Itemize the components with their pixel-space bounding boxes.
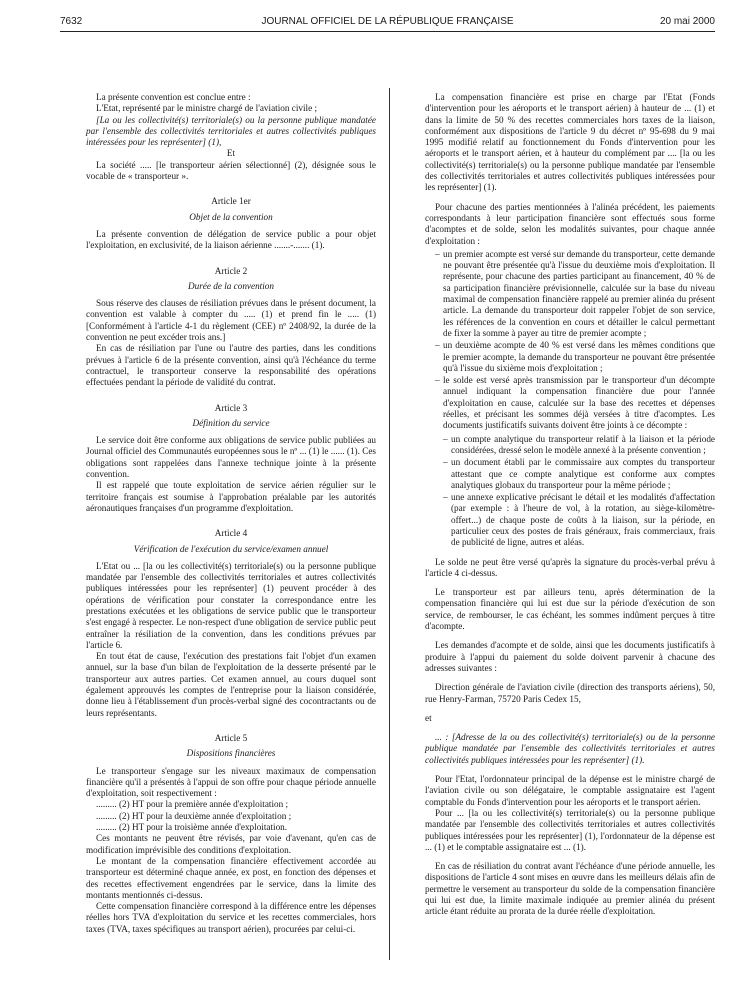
paragraph: Pour l'Etat, l'ordonnateur principal de la dépense est le ministre chargé de l'aviation civile ou son délégataire, le comptable assignataire est l'agent comptable du Fonds d'intervention pour les aéroports et le transport aérien. xyxy=(425,774,715,807)
paragraph: La présente convention de délégation de service public a pour objet l'exploitation, en exclusivité, de la liaison aérienne .......-....... (1). xyxy=(86,228,376,251)
paragraph: Le solde ne peut être versé qu'après la signature du procès-verbal prévu à l'article 4 ci-dessus. xyxy=(425,556,715,578)
article-title: Vérification de l'exécution du service/examen annuel xyxy=(133,543,329,554)
article-heading: Article 1er xyxy=(211,196,251,207)
header-rule xyxy=(60,31,715,32)
paragraph: Pour ... [la ou les collectivité(s) territoriale(s) ou la personne publique mandatée par l'ensemble des collectivités territoriales et autres collectivités publiques intéressées pour les représenter] (1), l'ordonnateur de la dépense est ... (1) et le comptable assignataire est ... (1). xyxy=(425,807,715,852)
article-heading: Article 4 xyxy=(214,528,248,539)
intro-line: [La ou les collectivité(s) territoriale(s) ou la personne publique mandatée par l'ensemble des collectivités territoriales et autres collectivités publiques intéressées pour les représenter] (1), xyxy=(86,114,376,148)
paragraph: et xyxy=(425,712,432,723)
address: Direction générale de l'aviation civile (direction des transports aériens), 50, rue Henry-Farman, 75720 Paris Cedex 15, xyxy=(425,682,715,704)
article-heading: Article 5 xyxy=(214,732,248,743)
intro-line: La société ..... [le transporteur aérien sélectionné] (2), désignée sous le vocable de « transporteur ». xyxy=(86,159,376,182)
list-item xyxy=(435,375,715,548)
paragraph: L'Etat ou ... [la ou les collectivité(s) territoriale(s) ou la personne publique mandatée par l'ensemble des collectivités territoriales et autres collectivités publiques intéressées pour les représenter] (1) peuvent procéder à des opérations de vérification pour constater la correspondance entre les prestations exécutées et les obligations de service public que le transporteur s'est engagé à respecter. Le non-respect d'une obligation de service public peut entraîner la résiliation de la convention, dans les conditions prévues par l'article 6. xyxy=(86,560,376,650)
payment-list xyxy=(425,249,715,549)
paragraph: En cas de résiliation par l'une ou l'autre des parties, dans les conditions prévues à l'article 6 de la présente convention, ainsi qu'à l'échéance du terme contractuel, le transporteur conserve la responsabilité des opérations effectuées pendant la période de validité du contrat. xyxy=(86,343,376,388)
intro-line: Et xyxy=(226,148,236,159)
intro-line: La présente convention est conclue entre : xyxy=(96,92,251,102)
paragraph: En tout état de cause, l'exécution des prestations fait l'objet d'un examen annuel, sur la base d'un bilan de l'exploitation de la desserte présenté par le transporteur aux autres parties. Cet examen annuel, au cours duquel sont également approuvés les comptes de l'entreprise pour la liaison considérée, donne lieu à l'établissement d'un procès-verbal signé des cocontractants ou de leurs représentants. xyxy=(86,651,376,718)
paragraph: Le montant de la compensation financière effectivement accordée au transporteur est déterminé chaque année, ex post, en fonction des dépenses et des recettes effectivement engendrées par le service, dans la limite des montants mentionnés ci-dessus. xyxy=(86,855,376,900)
paragraph: En cas de résiliation du contrat avant l'échéance d'une période annuelle, les dispositions de l'article 4 sont mises en œuvre dans les meilleurs délais afin de permettre le versement au transporteur du solde de la compensation financière qui lui est due, la limite maximale indiquée au premier alinéa du présent article étant réduite au prorata de la durée réelle d'exploitation. xyxy=(425,861,715,917)
document-list xyxy=(443,434,715,549)
page-header xyxy=(60,16,715,30)
paragraph: Ces montants ne peuvent être révisés, par voie d'avenant, qu'en cas de modification imprévisible des conditions d'exploitation. xyxy=(86,833,376,855)
paragraph: Sous réserve des clauses de résiliation prévues dans le présent document, la convention est valable à compter du ..... (1) et prend fin le ..... (1) [Conformément à l'article 4-1 du règlement (CEE) nº 2408/92, la durée de la convention ne peut excéder trois ans.] xyxy=(86,298,376,343)
list-item: – un deuxième acompte de 40 % est versé dans les mêmes conditions que le premier acompte, la demande du transporteur ne pouvant être présentée qu'à l'issue du sixième mois d'exploitation ; xyxy=(435,340,715,374)
left-column xyxy=(86,92,376,935)
paragraph: La compensation financière est prise en charge par l'Etat (Fonds d'intervention pour les aéroports et le transport aérien) à hauteur de ... (1) et dans la limite de 50 % des recettes commerciales hors taxes de la liaison, conformément aux dispositions de l'article 9 du décret nº 95-698 du 9 mai 1995 modifié relatif au fonctionnement du Fonds d'intervention pour les aéroports et le transport aérien, et à hauteur du complément par .... [la ou les collectivité(s) territoriale(s) ou la personne publique mandatée par l'ensemble des collectivités territoriales et autres collectivités publiques intéressées pour les représenter] (1). xyxy=(425,92,715,193)
amount-line: ......... (2) HT pour la première année d'exploitation ; xyxy=(96,799,289,810)
right-column xyxy=(425,92,715,918)
article-title: Objet de la convention xyxy=(189,211,273,222)
page-number: 7632 xyxy=(60,16,83,27)
issue-date: 20 mai 2000 xyxy=(659,16,715,27)
article-heading: Article 3 xyxy=(214,402,248,413)
journal-title: JOURNAL OFFICIEL DE LA RÉPUBLIQUE FRANÇAISE xyxy=(261,16,514,27)
address: ... : [Adresse de la ou des collectivité(s) territoriale(s) ou de la personne publique mandatée par l'ensemble des collectivités territoriales et autres collectivités publiques intéressées pour les représenter] (1). xyxy=(425,732,715,765)
amount-line: ......... (2) HT pour la troisième année d'exploitation. xyxy=(96,822,288,833)
paragraph: Le service doit être conforme aux obligations de service public publiées au Journal officiel des Communautés européennes sous le nº ... (1) le ...... (1). Ces obligations sont rappelées dans l'annexe technique jointe à la présente convention. xyxy=(86,435,376,480)
list-item-text: le solde est versé après transmission par le transporteur d'un décompte annuel indiquant la compensation financière due pour l'année d'exploitation en cause, calculée sur la base des recettes et dépenses réelles, et précisant les sommes déjà versées à titre d'acomptes. Les documents justificatifs suivants doivent être joints à ce décompte : xyxy=(443,375,715,431)
article-title: Définition du service xyxy=(192,417,270,428)
article-title: Durée de la convention xyxy=(188,280,274,291)
paragraph: Pour chacune des parties mentionnées à l'alinéa précédent, les paiements correspondants à leur participation financière sont effectués sous forme d'acomptes et de solde, selon les modalités suivantes, pour chaque année d'exploitation : xyxy=(425,201,715,246)
list-item: – un premier acompte est versé sur demande du transporteur, cette demande ne pouvant être présentée qu'à l'issue du deuxième mois d'exploitation. Il représente, pour chacune des parties participant au financement, 40 % de sa participation financière prévisionnelle, calculée sur la base du niveau maximal de compensation financière rappelé au premier alinéa du présent article. La demande du transporteur doit rappeler l'objet de son service, les références de la convention en cours et détailler le calcul permettant de fixer la somme à payer au titre de premier acompte ; xyxy=(435,249,715,339)
intro-line: L'Etat, représenté par le ministre chargé de l'aviation civile ; xyxy=(96,103,317,114)
paragraph: Cette compensation financière correspond à la différence entre les dépenses réelles hors TVA d'exploitation du service et les recettes commerciales, hors taxes (TVA, taxes spécifiques au transport aérien), procurées par celui-ci. xyxy=(86,901,376,934)
sub-list-item: – un document établi par le commissaire aux comptes du transporteur attestant que ce compte analytique est conforme aux comptes analytiques globaux du transporteur pour la même période ; xyxy=(443,457,715,491)
article-heading: Article 2 xyxy=(214,265,248,276)
sub-list-item: – un compte analytique du transporteur relatif à la liaison et la période considérées, dressé selon le modèle annexé à la présente convention ; xyxy=(443,434,715,457)
paragraph: Les demandes d'acompte et de solde, ainsi que les documents justificatifs à produire à l'appui du paiement du solde doivent parvenir à chacune des adresses suivantes : xyxy=(425,640,715,673)
paragraph: Le transporteur s'engage sur les niveaux maximaux de compensation financière qu'il a présentés à l'appui de son offre pour chaque période annuelle d'exploitation, soit respectivement : xyxy=(86,765,376,799)
paragraph: Le transporteur est par ailleurs tenu, après détermination de la compensation financière qui lui est due sur la période d'exécution de son service, de rembourser, le cas échéant, les sommes indûment perçues à titre d'acompte. xyxy=(425,587,715,632)
sub-list-item: – une annexe explicative précisant le détail et les modalités d'affectation (par exemple : à l'heure de vol, à la rotation, au siège-kilomètre-offert...) de chaque poste de coûts à la liaison, sur la période, en particulier ceux des postes de frais généraux, frais commerciaux, frais de publicité de ligne, autres et aléas. xyxy=(443,492,715,548)
paragraph: Il est rappelé que toute exploitation de service aérien régulier sur le territoire français est soumise à l'approbation préalable par les autorités aéronautiques françaises d'un programme d'exploitation. xyxy=(86,480,376,513)
column-divider xyxy=(389,88,390,960)
article-title: Dispositions financières xyxy=(186,748,276,759)
amount-line: ......... (2) HT pour la deuxième année d'exploitation ; xyxy=(96,810,292,821)
